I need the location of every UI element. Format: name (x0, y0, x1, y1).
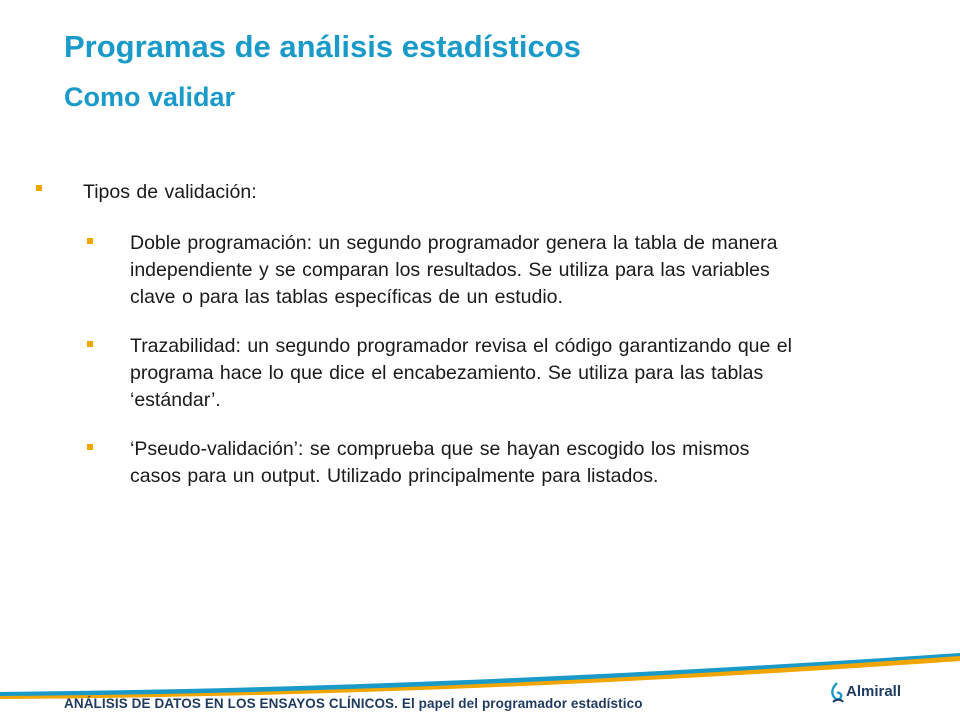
sub-bullet-2-line-2: programa hace lo que dice el encabezamiento. Se utiliza para las tablas (130, 362, 764, 384)
footer-text-main: ANÁLISIS DE DATOS EN LOS ENSAYOS CLÍNICOS. (64, 696, 399, 711)
sub-bullet-3-line-1: ‘Pseudo-validación’: se comprueba que se hayan escogido los mismos (130, 438, 750, 460)
sub-bullet-2-line-1: Trazabilidad: un segundo programador revisa el código garantizando que el (130, 335, 792, 357)
almirall-logo-icon (828, 680, 846, 706)
logo-text: Almirall (846, 683, 902, 700)
sub-bullet-2-line-3: ‘estándar’. (130, 389, 221, 411)
main-bullet-text: Tipos de validación: (83, 181, 257, 203)
sub-bullet-1-line-2: independiente y se comparan los resultados. Se utiliza para las variables (130, 259, 770, 281)
sub-bullet-1-line-1: Doble programación: un segundo programador genera la tabla de manera (130, 232, 778, 254)
slide-subtitle: Como validar (64, 82, 236, 112)
footer-text-sub: El papel del programador estadístico (401, 696, 643, 711)
footer-text (64, 696, 643, 711)
sub-bullet-1-line-3: clave o para las tablas específicas de un estudio. (130, 286, 563, 308)
sub-bullet-3-line-2: casos para un output. Utilizado principalmente para listados. (130, 465, 659, 487)
slide-title: Programas de análisis estadísticos (64, 29, 581, 64)
